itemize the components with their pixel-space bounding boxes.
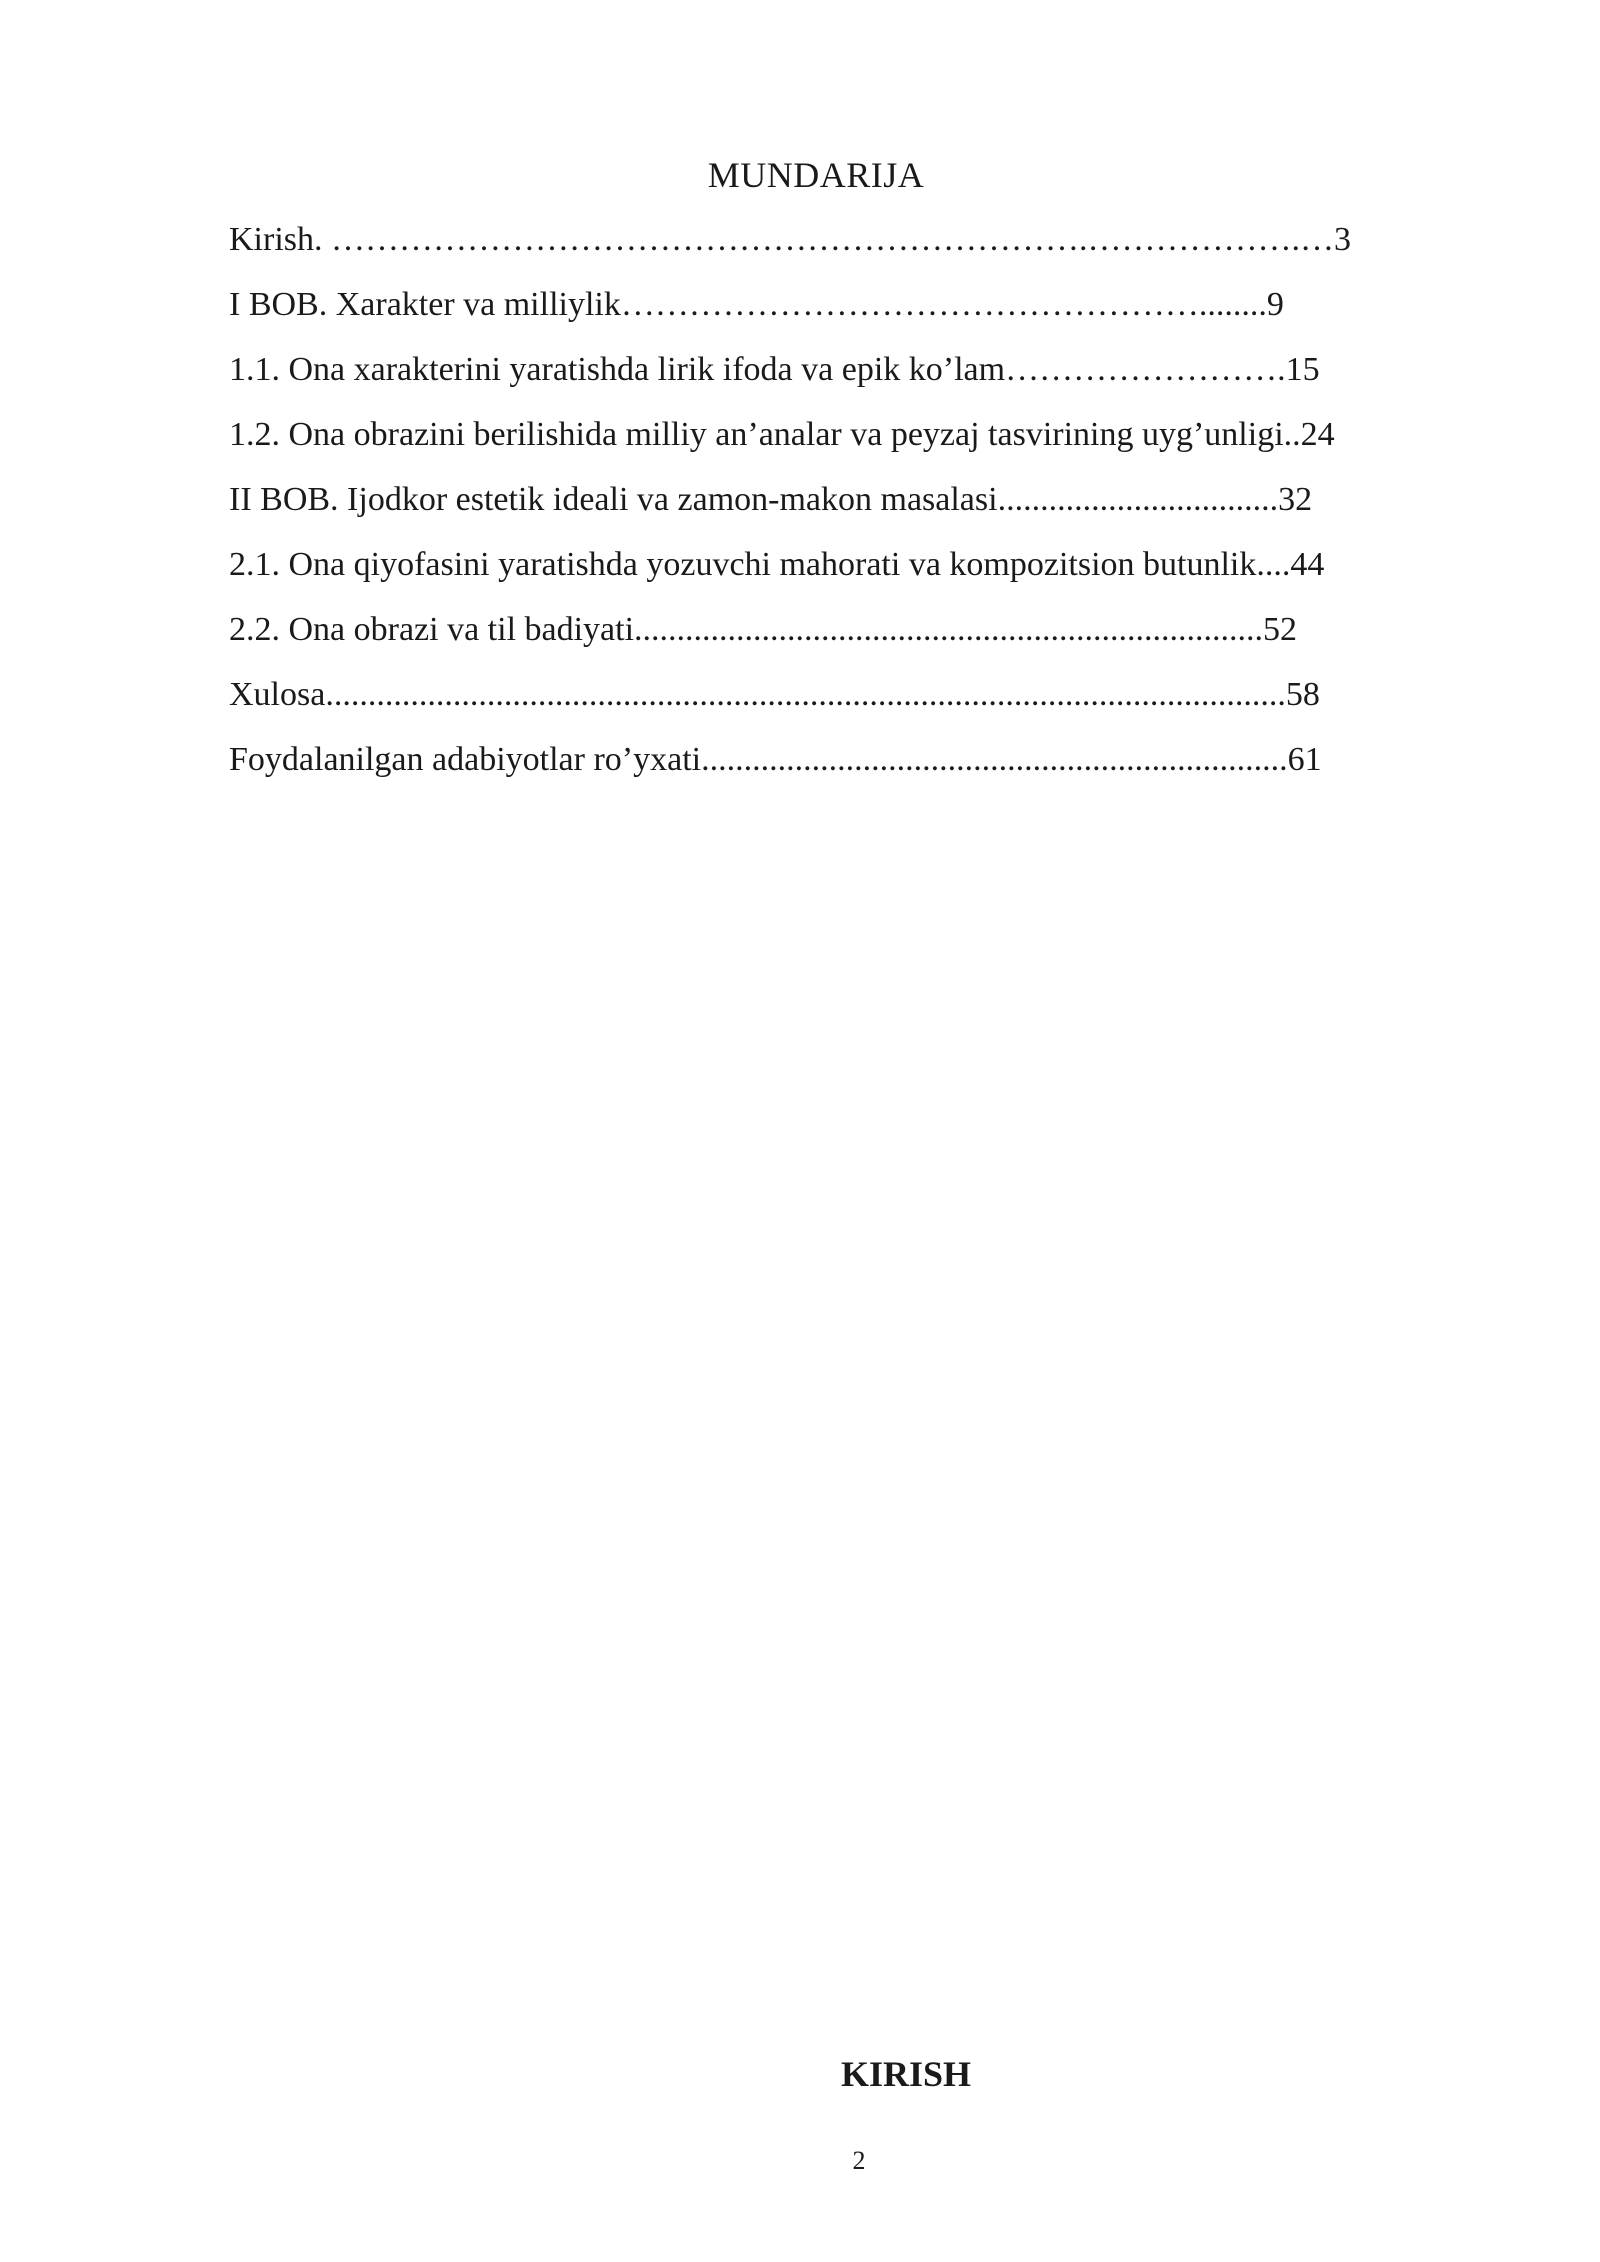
toc-title: MUNDARIJA: [707, 155, 925, 195]
toc-entry-section-1-1: 1.1. Ona xarakterini yaratishda lirik ifoda va epik ko’lam…………………….15: [229, 351, 1320, 388]
toc-entry-section-1-2: 1.2. Ona obrazini berilishida milliy an’analar va peyzaj tasvirining uyg’unligi..24: [229, 416, 1335, 453]
toc-entry-kirish: Kirish. ………………………………………………………….……………….…3: [229, 221, 1351, 258]
section-heading-kirish: KIRISH: [840, 2054, 972, 2094]
toc-entry-xulosa: Xulosa.................................................................................................................58: [229, 676, 1320, 713]
toc-list: [229, 214, 1351, 799]
toc-entry-chapter-1: I BOB. Xarakter va milliylik……………………………………………........9: [229, 286, 1284, 323]
page-number: 2: [852, 2146, 866, 2175]
toc-entry-section-2-1: 2.1. Ona qiyofasini yaratishda yozuvchi mahorati va kompozitsion butunlik....44: [229, 546, 1325, 583]
toc-entry-references: Foydalanilgan adabiyotlar ro’yxati.....................................................................61: [229, 741, 1322, 778]
toc-entry-section-2-2: 2.2. Ona obrazi va til badiyati..........................................................................52: [229, 611, 1298, 648]
toc-entry-chapter-2: II BOB. Ijodkor estetik ideali va zamon-makon masalasi.................................32: [229, 481, 1313, 518]
